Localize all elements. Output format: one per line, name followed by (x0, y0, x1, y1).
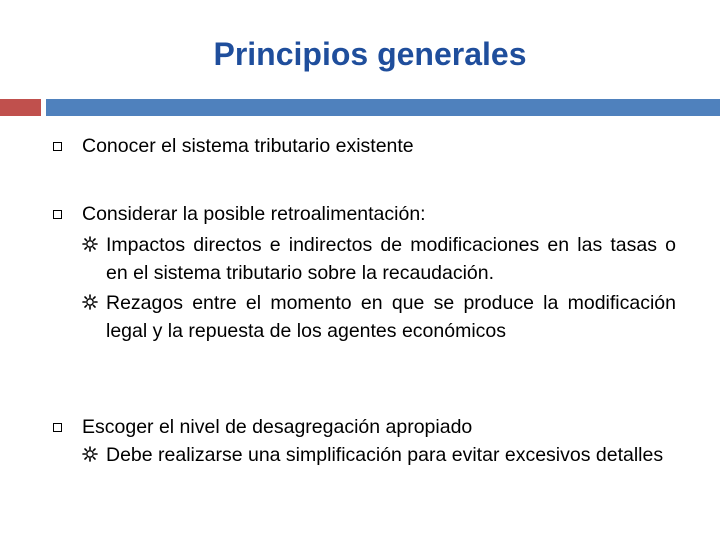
sub-bullet-text: Rezagos entre el momento en que se produce la modificación legal y la repuesta de los agentes económicos (106, 292, 676, 342)
title-rule-bar (46, 99, 720, 116)
radial-bullet-icon (82, 294, 98, 310)
slide-title: Principios generales (213, 36, 527, 72)
bullet-text: Conocer el sistema tributario existente (82, 135, 414, 157)
sub-bullet-item (106, 441, 676, 469)
square-bullet-icon (53, 142, 62, 151)
square-bullet-icon (53, 423, 62, 432)
square-bullet-icon (53, 210, 62, 219)
sub-bullet-item (106, 231, 676, 287)
bullet-text: Considerar la posible retroalimentación: (82, 203, 426, 225)
radial-bullet-icon (82, 236, 98, 252)
sub-bullet-text: Impactos directos e indirectos de modificaciones en las tasas o en el sistema tributario sobre la recaudación. (106, 234, 676, 284)
sub-bullet-item (106, 289, 676, 345)
title-rule-accent (0, 99, 41, 116)
radial-bullet-icon (82, 446, 98, 462)
bullet-text: Escoger el nivel de desagregación apropiado (82, 416, 473, 438)
sub-bullet-text: Debe realizarse una simplificación para evitar excesivos detalles (106, 444, 664, 466)
